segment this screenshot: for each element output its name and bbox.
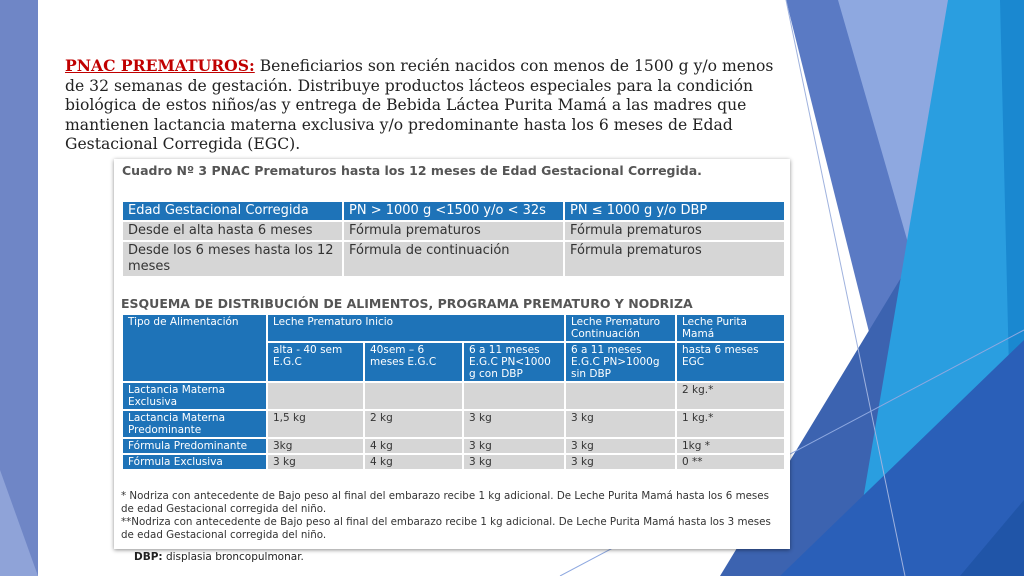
table-cell: 0 ** — [676, 454, 785, 470]
dbp-term: DBP: — [134, 551, 163, 563]
dbp-footnote — [134, 551, 304, 563]
table-subheader-cell: 40sem – 6 meses E.G.C — [364, 342, 463, 382]
esquema-table — [121, 313, 786, 471]
row-label: Fórmula Exclusiva — [122, 454, 267, 470]
table-row — [122, 201, 785, 221]
row-label: Fórmula Predominante — [122, 438, 267, 454]
table-cell: 3 kg — [463, 454, 565, 470]
cuadro-title: Cuadro Nº 3 PNAC Prematuros hasta los 12 meses de Edad Gestacional Corregida. — [122, 163, 702, 178]
cuadro-table — [121, 200, 786, 278]
table-row — [122, 438, 785, 454]
table-row — [122, 221, 785, 241]
table-cell: 2 kg.* — [676, 382, 785, 410]
note-nodriza-6-meses: * Nodriza con antecedente de Bajo peso al final del embarazo recibe 1 kg adicional. De Leche Purita Mamá hasta los 6 meses de edad Gestacional corregida del niño. — [121, 490, 769, 515]
table-header-cell: Edad Gestacional Corregida — [122, 201, 343, 221]
table-cell: 3 kg — [565, 438, 676, 454]
table-cell — [267, 382, 364, 410]
table-cell: 2 kg — [364, 410, 463, 438]
table-cell: Fórmula prematuros — [564, 221, 785, 241]
intro-lead: PNAC PREMATUROS: — [65, 56, 255, 75]
table-cell: Desde el alta hasta 6 meses — [122, 221, 343, 241]
table-cell: 1 kg.* — [676, 410, 785, 438]
table-header-cell: PN ≤ 1000 g y/o DBP — [564, 201, 785, 221]
table-row — [122, 454, 785, 470]
table-cell: 3 kg — [565, 410, 676, 438]
table-header-cell: Tipo de Alimentación — [122, 314, 267, 382]
table-cell: 3 kg — [463, 410, 565, 438]
table-header-cell: PN > 1000 g <1500 y/o < 32s — [343, 201, 564, 221]
table-header-cell: Leche Prematuro Inicio — [267, 314, 565, 342]
table-cell: Fórmula prematuros — [343, 221, 564, 241]
table-cell — [463, 382, 565, 410]
table-row — [122, 314, 785, 342]
esquema-title: ESQUEMA DE DISTRIBUCIÓN DE ALIMENTOS, PROGRAMA PREMATURO Y NODRIZA — [121, 296, 693, 311]
table-cell — [364, 382, 463, 410]
note-nodriza-3-meses: **Nodriza con antecedente de Bajo peso al final del embarazo recibe 1 kg adicional. De Leche Purita Mamá hasta los 3 meses de edad Gestacional corregida del niño. — [121, 516, 771, 541]
table-cell: 3 kg — [565, 454, 676, 470]
table-row — [122, 382, 785, 410]
table-subheader-cell: 6 a 11 meses E.G.C PN>1000g sin DBP — [565, 342, 676, 382]
dbp-definition: displasia broncopulmonar. — [162, 551, 304, 563]
intro-paragraph — [65, 56, 785, 155]
table-cell: 3 kg — [463, 438, 565, 454]
table-header-cell: Leche Prematuro Continuación — [565, 314, 676, 342]
table-cell: 3kg — [267, 438, 364, 454]
table-cell: Fórmula prematuros — [564, 241, 785, 277]
table-subheader-cell: 6 a 11 meses E.G.C PN<1000 g con DBP — [463, 342, 565, 382]
table-cell: 1kg * — [676, 438, 785, 454]
table-cell: 4 kg — [364, 438, 463, 454]
table-cell — [565, 382, 676, 410]
row-label: Lactancia Materna Predominante — [122, 410, 267, 438]
table-cell: Fórmula de continuación — [343, 241, 564, 277]
table-row — [122, 241, 785, 277]
table-cell: 1,5 kg — [267, 410, 364, 438]
table-subheader-cell: hasta 6 meses EGC — [676, 342, 785, 382]
intro-text: Beneficiarios son recién nacidos con menos de 1500 g y/o menos de 32 semanas de gestación. Distribuye productos lácteos especiales para la condición biológica de estos niños/as y entrega de Bebida Láctea Purita Mamá a las madres que mantienen lactancia materna exclusiva y/o predominante hasta los 6 meses de Edad Gestacional Corregida (EGC). — [65, 57, 774, 154]
table-row — [122, 410, 785, 438]
table-subheader-cell: alta - 40 sem E.G.C — [267, 342, 364, 382]
table-cell: Desde los 6 meses hasta los 12 meses — [122, 241, 343, 277]
table-header-cell: Leche Purita Mamá — [676, 314, 785, 342]
table-cell: 3 kg — [267, 454, 364, 470]
table-cell: 4 kg — [364, 454, 463, 470]
row-label: Lactancia Materna Exclusiva — [122, 382, 267, 410]
